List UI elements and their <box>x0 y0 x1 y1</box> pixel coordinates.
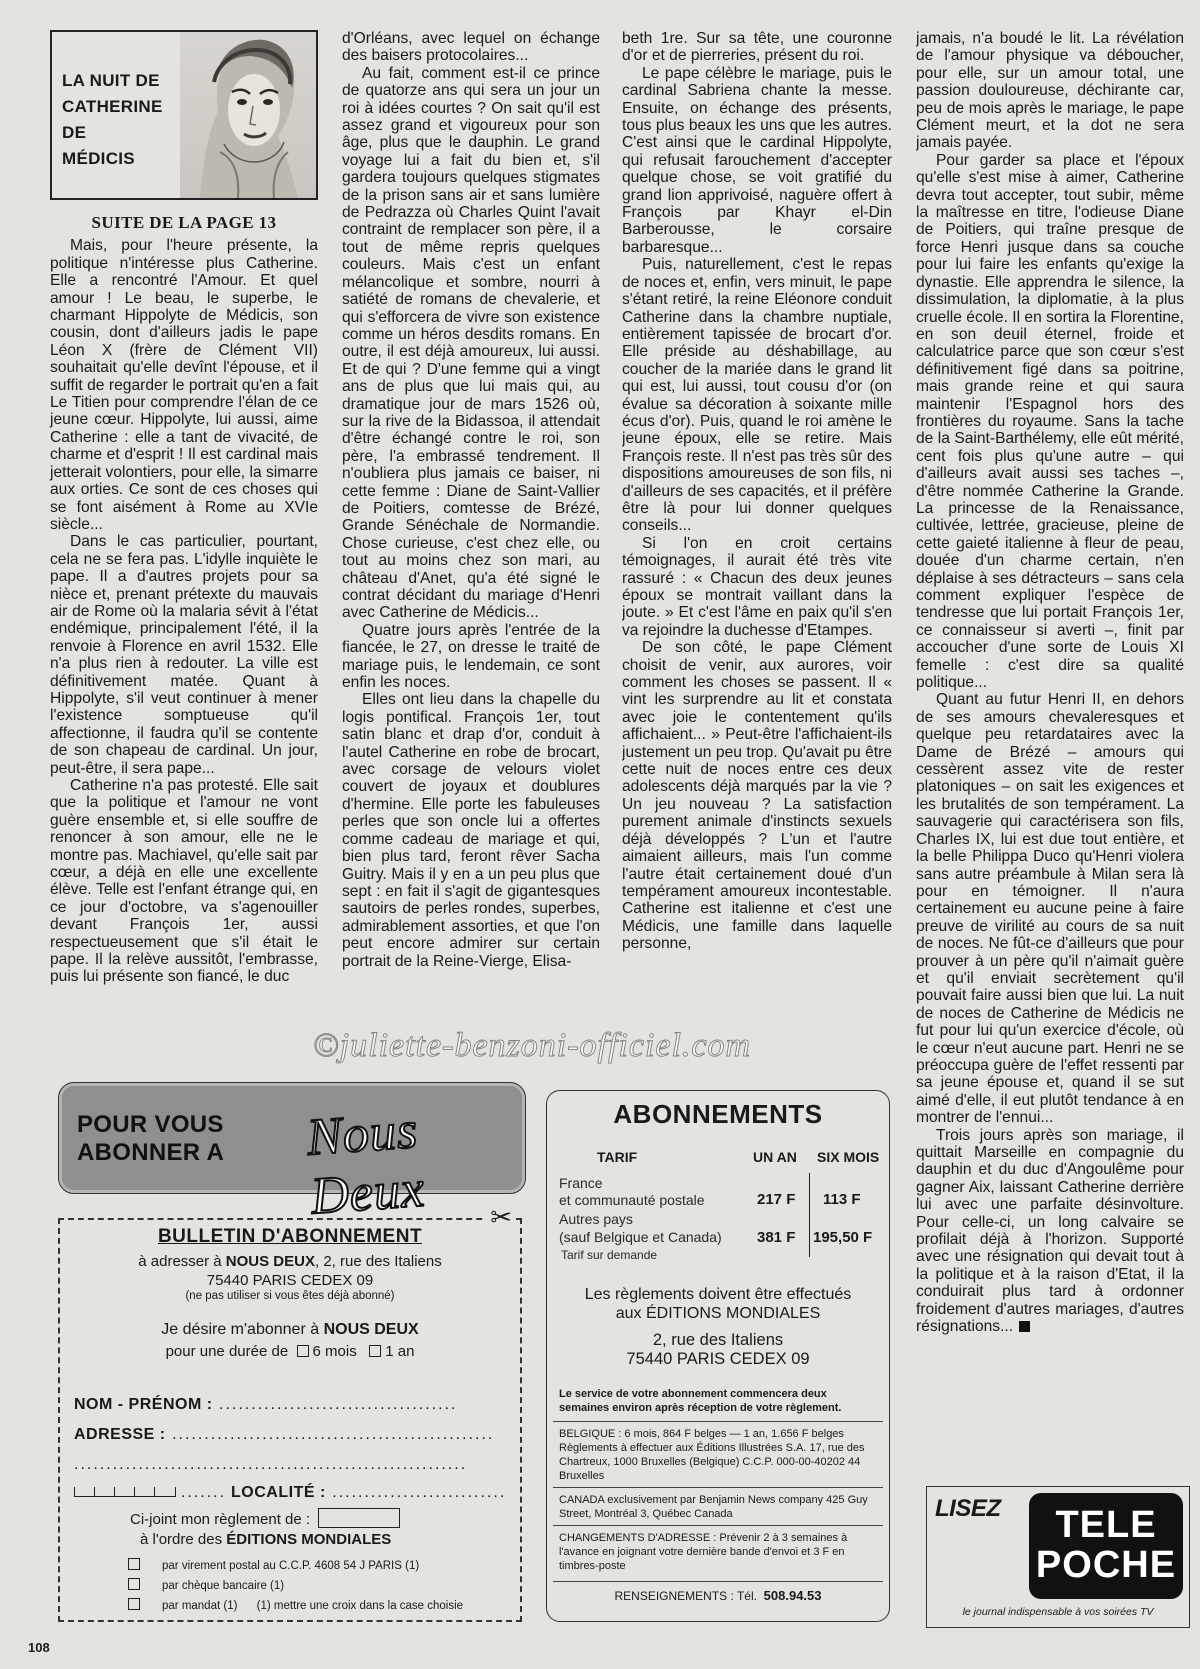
paragraph <box>916 1127 1184 1336</box>
tariff-note: Tarif sur demande <box>561 1248 658 1262</box>
text: , 2, rue des Italiens <box>314 1253 442 1270</box>
text: aux ÉDITIONS MONDIALES <box>615 1305 821 1322</box>
dotted-line: ............................................................. <box>74 1456 468 1473</box>
continued-from-heading: SUITE DE LA PAGE 13 <box>91 213 277 232</box>
ad-tagline: le journal indispensable à vos soirées TV <box>962 1606 1154 1618</box>
end-of-article-mark <box>1019 1321 1030 1332</box>
payment-order <box>140 1530 391 1549</box>
paragraph: jamais, n'a boudé le lit. La révélation de l'amour physique va déboucher, pour elle, sur un amour total, une passion douloureuse, déchirante car, peu de mois après le mariage, le pape Clément meurt, et la dot ne sera jamais payée. <box>916 30 1184 152</box>
address-field[interactable] <box>74 1426 494 1444</box>
checkbox-1-an[interactable] <box>369 1345 381 1357</box>
address-change-info: CHANGEMENTS D'ADRESSE : Prévenir 2 à 3 semaines à l'avance en joignant votre dernière bande d'envoi et 3 F en timbres-poste <box>559 1532 848 1572</box>
dotted-line: ....... <box>180 1484 227 1501</box>
scissors-icon: ✂ <box>486 1202 516 1233</box>
col-header-six-mois: SIX MOIS <box>817 1149 880 1165</box>
checkbox[interactable] <box>128 1578 140 1590</box>
text: pour une durée de <box>165 1343 289 1360</box>
checkbox-6-mois[interactable] <box>297 1345 309 1357</box>
payment-amount <box>130 1508 400 1529</box>
row-label: (sauf Belgique et Canada) <box>559 1229 722 1245</box>
payment-option-mandat[interactable] <box>128 1598 463 1612</box>
text: NOUS DEUX <box>323 1321 419 1338</box>
tele-poche-logo <box>1029 1493 1183 1599</box>
text: Les règlements doivent être effectués <box>584 1286 852 1303</box>
phone-number: 508.94.53 <box>763 1588 822 1603</box>
logo-line: TELE <box>1055 1504 1157 1546</box>
dotted-line: ........................... <box>325 1484 507 1501</box>
banner-line: POUR VOUS <box>77 1111 224 1138</box>
form-city: 75440 PARIS CEDEX 09 <box>206 1272 374 1289</box>
name-field-label: NOM - PRÉNOM : <box>74 1396 213 1413</box>
checkbox[interactable] <box>128 1558 140 1570</box>
paragraph: Dans le cas particulier, pourtant, cela ne se fera pas. L'idylle inquiète le pape. Il a d'autres projets pour sa nièce et, prenant prétexte du mauvais air de Rome où la malaria sévit à l'état endémique, principalement l'été, il la renvoie à Florence en avril 1532. Elle n'a plus rien à redouter. La ville est définitivement matée. Quant à Hippolyte, s'il veut continuer à mener l'existence somptueuse qu'il affectionne, il faudra qu'il se contente de son chapeau de cardinal. Un jour, peut-être, il sera pape... <box>50 533 318 777</box>
paragraph: Le pape célèbre le mariage, puis le cardinal Sabriena chante la messe. Ensuite, on échange des présents, tous plus beaux les uns que les autres. C'est ainsi que le cardinal Hippolyte, qui refusait farouchement d'accepter quelque chose, se voit gratifié du grand lion apprivoisé, naguère offert à François par Khayr el-Din Barberousse, le corsaire barbaresque... <box>622 64 892 256</box>
text: 2, rue des Italiens <box>652 1331 784 1349</box>
row-label: et communauté postale <box>559 1192 705 1208</box>
paragraph: Pour garder sa place et l'époux qu'elle s'est mise à aimer, Catherine devra tout accepter, tout subir, même la maîtresse en titre, l'odieuse Diane de Poitiers, qui traîne presque de force Henri jusque dans sa couche pour lui faire les enfants qu'exige la dynastie. Elle apprendra le silence, la dissimulation, la diplomatie, à la plus cruelle école. Il en sortira la Florentine, en son deuil éternel, froide et calculatrice parce que son cœur s'est définitivement figé dans sa poitrine, mais grande reine et qui saura maintenir l'Espagnol hors des frontières du royaume. Sans la tache de la Saint-Barthélemy, elle eût mérité, cent fois plus qu'une autre – qui d'ailleurs avait aussi ses taches –, d'être nommée Catherine la Grande. La princesse de la Renaissance, cultivée, lettrée, gracieuse, pleine de cette gaieté italienne à fleur de peau, douée d'un charme certain, n'en déplaise à ses détracteurs – sans cela comment expliquer l'espèce de tendresse que lui portait François 1er, ce connaisseur si averti –, finit par accoucher d'une sorte de Louis XI femelle : c'est dire sa qualité politique... <box>916 151 1184 692</box>
ad-lisez: LISEZ <box>935 1495 1001 1522</box>
price-other-six: 195,50 F <box>813 1229 873 1246</box>
title-line: DE <box>62 123 87 142</box>
paragraph: beth 1re. Sur sa tête, une couronne d'or et de pierreries, présent du roi. <box>622 30 892 65</box>
canada-info: CANADA exclusivement par Benjamin News company 425 Guy Street, Montréal 3, Québec Canada <box>559 1494 868 1520</box>
text: Je désire m'abonner à <box>161 1321 324 1338</box>
text: ÉDITIONS MONDIALES <box>226 1531 392 1548</box>
page-number: 108 <box>28 1640 50 1655</box>
amount-box[interactable] <box>318 1508 400 1528</box>
checkbox[interactable] <box>128 1598 140 1610</box>
subscription-form <box>58 1202 522 1622</box>
banner-line: ABONNER A <box>77 1139 225 1166</box>
paragraph: De son côté, le pape Clément choisit de venir, aux aurores, voir comment les choses se passent. Il « vint les surprendre au lit et constata avec joie le contentement qu'ils affichaient... » Peut-être l'affichaient-ils justement un peu trop. Qu'avait pu être cette nuit de noces entre ces deux adolescents déjà marqués par la vie ? Un jeu nouveau ? La satisfaction purement animale d'instincts sexuels déjà développés ? L'un et l'autre aimaient ailleurs, mais l'un comme l'autre était certainement doué d'un tempérament amoureux incontestable. Catherine est italienne et c'est une Médicis, une famille dans laquelle personne, <box>622 639 892 953</box>
text: (1) mettre une croix dans la case choisie <box>256 1600 464 1612</box>
title-line: LA NUIT DE <box>62 71 160 90</box>
article-column-4 <box>916 30 1184 1478</box>
price-france-six: 113 F <box>823 1191 861 1208</box>
text: Ci-joint mon règlement de : <box>130 1511 311 1528</box>
text: à l'ordre des <box>140 1531 227 1548</box>
text: 6 mois <box>312 1343 357 1360</box>
paragraph: d'Orléans, avec lequel on échange des baisers protocolaires... <box>342 30 600 65</box>
watermark: ©juliette-benzoni-officiel.com <box>312 1027 752 1064</box>
form-note: (ne pas utiliser si vous êtes déjà abonné) <box>185 1290 395 1302</box>
paragraph: Quant au futur Henri II, en dehors de ses amours chevaleresques et quelque peu retardataires avec la Dame de Brézé – amours qui cessèrent assez vite de rester platoniques – on sait les exigences et les brutalités de son tempérament. La sauvagerie qui caractérisera son fils, Charles IX, lui est due tout entière, et la belle Philippa Duco qu'Henri violera sans autre préambule à Milan sera là pour en témoigner. Il n'aura certainement eu aucune peine à faire preuve de virilité au cours de sa nuit de noces. Ne fût-ce d'ailleurs que pour prouver à un père qu'il n'aimait guère et qu'il enviait secrètement qu'il pouvait faire aussi bien que lui. La nuit de noces de Catherine de Médicis ne fut pour lui qu'un exercice d'école, où le cœur n'eut aucune part. Henri ne se préoccupa guère de l'effet ressenti par sa jeune épouse et, quand il se sut aimé d'elle, il eut plutôt tendance à en montrer de l'ennui... <box>916 691 1184 1127</box>
col-header-un-an: UN AN <box>753 1149 797 1165</box>
zip-code-boxes[interactable] <box>74 1484 176 1497</box>
form-address <box>60 1252 520 1271</box>
form-title <box>60 1226 520 1248</box>
price-other-year: 381 F <box>757 1229 796 1246</box>
nous-deux-logo: Nous Deux <box>305 1101 427 1226</box>
article-column-3 <box>622 30 892 1064</box>
subscription-prices-box <box>546 1090 890 1622</box>
dotted-line: ..................................... <box>212 1396 458 1413</box>
address-field-label: ADRESSE : <box>74 1426 166 1443</box>
catherine-portrait-illustration <box>180 32 316 198</box>
paragraph: Quatre jours après l'entrée de la fiancée, le 27, on dresse le traité de mariage puis, le lendemain, ce sont enfin les noces. <box>342 621 600 692</box>
form-duration <box>60 1342 520 1361</box>
paragraph: Puis, naturellement, c'est le repas de noces et, enfin, vers minuit, le pape s'étant retiré, la reine Eléonore conduit Catherine dans la chambre nuptiale, entièrement tapissée de brocart d'or. Elle préside au déshabillage, au coucher de la mariée dans le grand lit qui est, lui aussi, tout cousu d'or (on évalue sa décoration à soixante mille écus d'or). Puis, quand le roi amène le jeune époux, elle se retire. Mais François reste. Il n'est pas très sûr des dispositions amoureuses de son fils, ni d'ailleurs de ses capacités, et il préfère être là pour lui donner quelques conseils... <box>622 256 892 535</box>
divider <box>553 1581 883 1582</box>
belgium-info: BELGIQUE : 6 mois, 864 F belges — 1 an, 1.656 F belges Règlements à effectuer aux Éditions Illustrées S.A. 17, rue des Chartreux, 1000 Bruxelles (Belgique) C.C.P. 000-00-40202 44 Bruxelles <box>559 1428 865 1482</box>
payment-option-postal[interactable] <box>128 1558 419 1572</box>
divider <box>553 1525 883 1526</box>
logo-line: POCHE <box>1035 1544 1177 1586</box>
col-header-tarif: TARIF <box>597 1149 638 1165</box>
column-divider <box>809 1173 810 1257</box>
article-title-box <box>50 30 318 200</box>
tele-poche-ad <box>926 1486 1190 1628</box>
article-column-1 <box>50 30 318 986</box>
address-line-2[interactable] <box>74 1456 494 1474</box>
subscribe-banner <box>58 1082 526 1226</box>
form-title-text: BULLETIN D'ABONNEMENT <box>157 1226 423 1247</box>
form-desire <box>60 1320 520 1339</box>
publisher-address <box>547 1331 889 1369</box>
text: 75440 PARIS CEDEX 09 <box>626 1350 810 1368</box>
price-france-year: 217 F <box>757 1191 796 1208</box>
subscribe-banner-label <box>77 1111 224 1167</box>
text: par mandat (1) <box>162 1600 238 1612</box>
divider <box>553 1421 883 1422</box>
dotted-line: .................................................. <box>165 1426 495 1443</box>
zip-locality-field[interactable] <box>74 1484 506 1502</box>
paragraph: Catherine n'a pas protesté. Elle sait que la politique et l'amour ne vont guère ensemble et, si elle souffre de renoncer à son amour, elle ne le montre pas. Machiavel, qu'elle sait par cœur, a déjà en elle une excellente élève. Telle est l'enfant étrange qui, en ce jour d'octobre, va s'agenouiller devant François 1er, aussi respectueusement que s'il était le pape. Il la relève aussitôt, l'embrasse, puis lui présente son fiancé, le duc <box>50 777 318 986</box>
prices-title: ABONNEMENTS <box>613 1099 823 1129</box>
locality-label: LOCALITÉ : <box>231 1484 326 1501</box>
article-column-2 <box>342 30 600 1064</box>
text: 1 an <box>385 1343 415 1360</box>
title-line: MÉDICIS <box>62 149 135 168</box>
article-title <box>62 68 177 172</box>
text: à adresser à <box>138 1253 226 1270</box>
payment-option-cheque[interactable] <box>128 1578 284 1592</box>
paragraph-text: Trois jours après son mariage, il quittait Marseille en compagnie du dauphin et du duc d'Angoulême pour gagner Aix, laissant Catherine derrière lui avec une parfaite désinvolture. Pour celle-ci, un long calvaire se profilait déjà à l'horizon. Supporté avec une résignation qui devait tout à la politique et à la raison d'Etat, il la conduirait plus tard à ordonner froidement d'autres mariages, d'autres résignations... <box>916 1126 1184 1336</box>
name-field[interactable] <box>74 1396 457 1414</box>
paragraph: Si l'on en croit certains témoignages, il aurait été très vite rassuré : « Chacun des deux jeunes époux se montrait vaillant dans la joute. » Et c'est l'âme en paix qu'il s'en va rejoindre la duchesse d'Etampes. <box>622 534 892 639</box>
info-phone <box>559 1589 877 1603</box>
text: NOUS DEUX <box>225 1253 315 1270</box>
paragraph: Elles ont lieu dans la chapelle du logis pontifical. François 1er, tout satin blanc et drap d'or, conduit à l'autel Catherine en robe de brocart, avec corsage de velours violet couvert de joyaux et doublures d'hermine. Elle porte les fabuleuses perles que son oncle lui a offertes comme cadeau de mariage et qui, bien plus tard, feront rêver Sacha Guitry. Mais il y en a un peu plus que sept : en fait il s'agit de gigantesques sautoirs de perles rondes, superbes, admirablement assorties, et que l'on peut encore admirer sur certain portrait de la Reine-Vierge, Elisa- <box>342 691 600 970</box>
divider <box>553 1487 883 1488</box>
text: RENSEIGNEMENTS : Tél. <box>614 1589 757 1603</box>
row-label: Autres pays <box>559 1211 633 1227</box>
row-label: France <box>559 1175 603 1191</box>
text: par chèque bancaire (1) <box>162 1580 285 1592</box>
service-note: Le service de votre abonnement commencera deux semaines environ après réception de votre règlement. <box>559 1388 842 1414</box>
paragraph: Mais, pour l'heure présente, la politique n'intéresse plus Catherine. Elle a rencontré l'Amour. Et quel amour ! Le beau, le superbe, le charmant Hippolyte de Médicis, son cousin, dont d'ailleurs jadis le pape Léon X (frère de Clément VII) souhaitait qu'elle devînt l'épouse, et il suffit de regarder le portrait qu'en a fait Le Titien pour comprendre l'élan de ce jeune cœur. Hippolyte, lui aussi, aime Catherine : elle a tant de vivacité, de charme et d'esprit ! Il est cardinal mais jetterait volontiers, pour elle, la simarre aux orties. Ce sont de ces choses qui se font aisément à Rome au XVIe siècle... <box>50 237 318 533</box>
paragraph: Au fait, comment est-il ce prince de quatorze ans qui sera un jour un roi à idées courtes ? On sait qu'il est assez grand et vigoureux pour son âge, plus que le dauphin. Le grand voyage lui a fait du bien et, s'il gardera toujours quelques stigmates de la prison sans air et sans lumière de Pedrazza où Charles Quint l'avait contraint de remplacer son père, il a tout de même repris quelques couleurs. Mais c'est un enfant mélancolique et sombre, nourri à satiété de romans de chevalerie, et qui s'efforcera de vivre son existence comme un héros desdits romans. En outre, il est déjà amoureux, lui aussi. Et de qui ? D'une femme qui a vingt ans de plus que lui mais qui, au dramatique jour de mars 1526 où, sur la rive de la Bidassoa, il attendait d'être échangé contre le roi, son père, l'a embrassé tendrement. Il n'oubliera plus jamais ce baiser, ni cette femme : Diane de Saint-Vallier de Poitiers, comtesse de Brézé, Grande Sénéchale de Normandie. Chose curieuse, c'est chez elle, ou tout au moins chez son mari, au château d'Anet, qu'a été signé le contrat décidant du mariage d'Henri avec Catherine de Médicis... <box>342 64 600 622</box>
text: par virement postal au C.C.P. 4608 54 J PARIS (1) <box>162 1560 420 1572</box>
payment-instructions <box>547 1285 889 1323</box>
title-line: CATHERINE <box>62 97 163 116</box>
